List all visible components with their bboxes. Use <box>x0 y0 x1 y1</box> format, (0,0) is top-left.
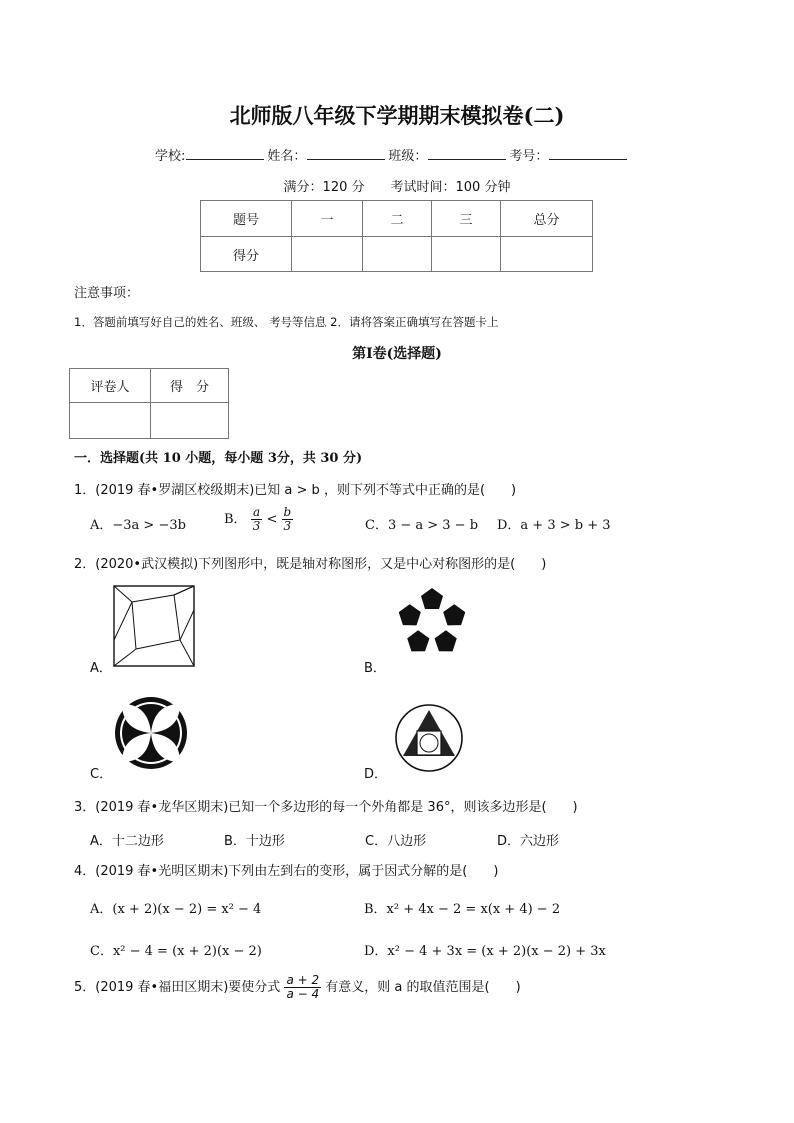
question-2-stem: 2．(2020•武汉模拟)下列图形中，既是轴对称图形，又是中心对称图形的是( ) <box>74 557 547 572</box>
question-2-option-a[interactable]: A． <box>90 661 112 676</box>
question-4-option-b[interactable]: B．x² + 4x − 2 = x(x + 4) − 2 <box>364 902 561 917</box>
question-5-stem <box>74 974 521 1001</box>
name-blank[interactable] <box>307 147 385 160</box>
question-2-option-c[interactable]: C． <box>90 767 113 782</box>
score-header-cell: 一 <box>292 201 363 237</box>
exam-number-blank[interactable] <box>549 147 627 160</box>
school-blank[interactable] <box>186 147 264 160</box>
question-1-option-a[interactable]: A．−3a > −3b <box>90 518 186 533</box>
question-1-option-b[interactable] <box>224 506 293 533</box>
question-1-option-d[interactable]: D．a + 3 > b + 3 <box>497 518 611 533</box>
grader-header: 得 分 <box>151 369 229 403</box>
question-5-stem-after: 有意义，则 a 的取值范围是( ) <box>325 980 521 995</box>
notice-title: 注意事项： <box>74 286 140 301</box>
figure-a-pinwheel-square <box>113 585 195 667</box>
question-3-option-c[interactable]: C．八边形 <box>365 834 427 849</box>
score-header-cell: 总分 <box>501 201 593 237</box>
part-title: 一．选择题(共 10 小题，每小题 3分，共 30 分) <box>74 451 363 466</box>
question-5-stem-before: 5．(2019 春•福田区期末)要使分式 <box>74 980 281 995</box>
question-4-option-a[interactable]: A．(x + 2)(x − 2) = x² − 4 <box>90 902 262 917</box>
fraction-b-over-3: $\frac{b}{3}$ <box>283 505 292 533</box>
figure-b-five-pentagons <box>394 585 470 661</box>
score-header-cell: 题号 <box>201 201 292 237</box>
option-b-label: B． <box>224 512 247 527</box>
score-info: 满分：120 分 考试时间：100 分钟 <box>283 180 511 195</box>
exam-number-label: 考号： <box>509 149 549 164</box>
question-4-option-c[interactable]: C．x² − 4 = (x + 2)(x − 2) <box>90 944 262 959</box>
page-title: 北师版八年级下学期期末模拟卷(二) <box>229 103 565 128</box>
less-than-sign: < <box>266 512 278 527</box>
question-3-option-b[interactable]: B．十边形 <box>224 834 285 849</box>
score-table <box>200 200 593 272</box>
name-label: 姓名： <box>267 149 307 164</box>
question-4-option-d[interactable]: D．x² − 4 + 3x = (x + 2)(x − 2) + 3x <box>364 944 606 959</box>
figure-d-triangle-square-circle <box>394 703 464 773</box>
score-cell[interactable] <box>501 237 593 272</box>
question-3-option-a[interactable]: A．十二边形 <box>90 834 164 849</box>
score-cell[interactable] <box>363 237 432 272</box>
question-2-option-b[interactable]: B． <box>364 661 386 676</box>
class-blank[interactable] <box>428 147 506 160</box>
section-title: 第Ⅰ卷(选择题) <box>352 346 442 362</box>
grader-cell[interactable] <box>70 403 151 439</box>
figure-c-four-petal-circle <box>113 695 189 771</box>
score-header-cell: 二 <box>363 201 432 237</box>
class-label: 班级： <box>388 149 428 164</box>
fraction-a-over-3: $\frac{a}{3}$ <box>252 505 261 533</box>
score-header-cell: 三 <box>432 201 501 237</box>
score-cell[interactable] <box>432 237 501 272</box>
student-info-line <box>155 145 630 164</box>
question-1-option-c[interactable]: C．3 − a > 3 − b <box>365 518 479 533</box>
question-3-stem: 3．(2019 春•龙华区期末)已知一个多边形的每一个外角都是 36°，则该多边形是( ) <box>74 800 578 815</box>
school-label: 学校: <box>155 149 186 164</box>
fraction-a-plus-2-over-a-minus-4: $\frac{a + 2}{a - 4}$ <box>286 973 320 1001</box>
score-row-label: 得分 <box>201 237 292 272</box>
grader-cell[interactable] <box>151 403 229 439</box>
grader-table <box>69 368 229 439</box>
score-cell[interactable] <box>292 237 363 272</box>
grader-header: 评卷人 <box>70 369 151 403</box>
question-3-option-d[interactable]: D．六边形 <box>497 834 560 849</box>
question-4-stem: 4．(2019 春•光明区期末)下列由左到右的变形，属于因式分解的是( ) <box>74 864 499 879</box>
question-1-stem: 1．(2019 春•罗湖区校级期末)已知 a > b ，则下列不等式中正确的是( ) <box>74 483 517 498</box>
notice-text: 1．答题前填写好自己的姓名、班级、 考号等信息 2．请将答案正确填写在答题卡上 <box>74 315 499 329</box>
question-2-option-d[interactable]: D． <box>364 767 388 782</box>
